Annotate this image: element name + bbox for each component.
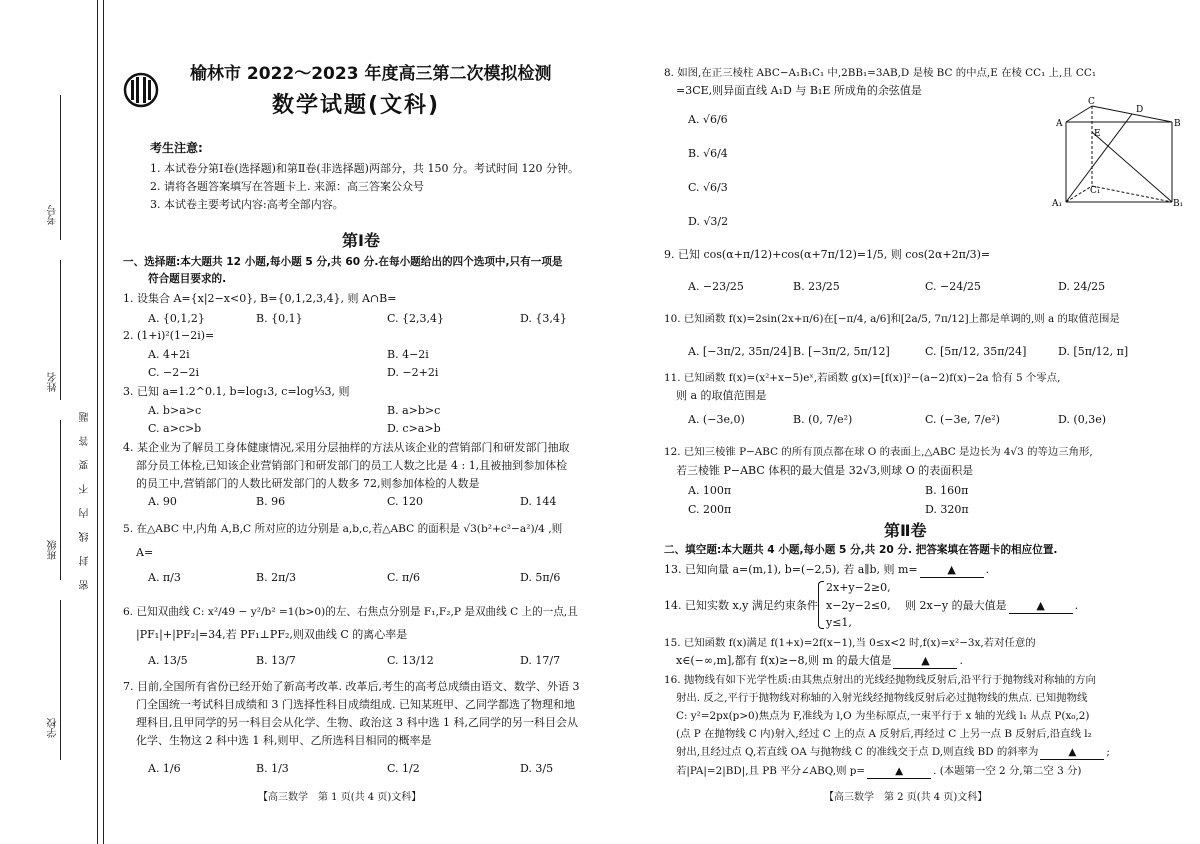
q12-option-a[interactable]: A. 100π (688, 484, 732, 497)
fig-label-b1: B₁ (1173, 199, 1184, 209)
q7-option-a[interactable]: A. 1/6 (148, 762, 181, 775)
page-footer-right: 【高三数学 第 2 页(共 4 页)文科】 (824, 792, 988, 803)
q11-option-c[interactable]: C. (−3e, 7/e²) (925, 413, 1000, 426)
q16-stem-line1: 16. 抛物线有如下光学性质:由其焦点射出的光线经抛物线反射后,沿平行于抛物线对称轴的方向 (664, 674, 1096, 686)
part1-heading-line1: 一、选择题:本大题共 12 小题,每小题 5 分,共 60 分.在每小题给出的四个选项中,只有一项是 (123, 256, 563, 268)
fig-label-e: E (1094, 129, 1101, 139)
q15-stem-line1: 15. 已知函数 f(x)满足 f(1+x)=2f(x−1),当 0≤x<2 时,f(x)=x²−3x,若对任意的 (664, 637, 1036, 649)
fig-label-b: B (1174, 119, 1181, 129)
q13-stem (664, 563, 989, 578)
notice-item-1: 1. 本试卷分第Ⅰ卷(选择题)和第Ⅱ卷(非选择题)两部分，共 150 分。考试时间 120 分钟。 (150, 162, 579, 175)
q5-option-d[interactable]: D. 5π/6 (520, 571, 561, 584)
q16-answer-blank-2[interactable]: ▲ (867, 764, 931, 779)
q2-option-d[interactable]: D. −2+2i (387, 366, 439, 379)
q3-option-d[interactable]: D. c>a>b (387, 422, 441, 435)
q4-stem-line1: 4. 某企业为了解员工身体健康情况,采用分层抽样的方法从该企业的营销部门和研发部门抽取 (123, 441, 570, 454)
q4-option-d[interactable]: D. 144 (520, 495, 557, 508)
q11-option-a[interactable]: A. (−3e,0) (688, 413, 745, 426)
q1-stem: 1. 设集合 A={x|2−x<0}, B={0,1,2,3,4}, 则 A∩B= (123, 292, 397, 305)
q12-option-b[interactable]: B. 160π (925, 484, 969, 497)
q5-stem-line1: 5. 在△ABC 中,内角 A,B,C 所对应的边分别是 a,b,c,若△ABC 的面积是 √3(b²+c²−a²)/4 ,则 (123, 523, 563, 535)
q6-stem-line1: 6. 已知双曲线 C: x²/49 − y²/b² =1(b>0)的左、右焦点分别是 F₁,F₂,P 是双曲线 C 上的一点,且 (123, 606, 578, 618)
q15-answer-blank[interactable]: ▲ (893, 654, 957, 669)
q13-answer-blank[interactable]: ▲ (920, 563, 984, 578)
q2-option-b[interactable]: B. 4−2i (387, 348, 429, 361)
q14-cond2: x−2y−2≤0, (826, 599, 891, 612)
q14-cond3: y≤1, (826, 616, 852, 629)
q16-stem-line6 (676, 764, 1081, 779)
school-label: 学校 (48, 718, 59, 738)
notice-item-3: 3. 本试卷主要考试内容:高考全部内容。 (150, 198, 344, 211)
name-underline (60, 260, 61, 400)
part1-title: 第Ⅰ卷 (342, 231, 380, 250)
q16-stem-line5 (676, 745, 1110, 760)
part2-title: 第Ⅱ卷 (884, 521, 927, 540)
binding-line-inner (103, 0, 104, 844)
q6-option-d[interactable]: D. 17/7 (520, 654, 561, 667)
q3-option-c[interactable]: C. a>c>b (148, 422, 202, 435)
q16-stem-line2: 射出. 反之,平行于抛物线对称轴的入射光线经抛物线反射后必过抛物线的焦点. 已知抛物线 (676, 692, 1088, 704)
fig-label-a: A (1056, 119, 1063, 129)
q6-option-b[interactable]: B. 13/7 (256, 654, 296, 667)
q14-cond1: 2x+y−2≥0, (826, 581, 891, 594)
q14-prefix: 14. 已知实数 x,y 满足约束条件 (664, 599, 818, 612)
q10-option-a[interactable]: A. [−3π/2, 35π/24] (688, 345, 792, 358)
q5-option-c[interactable]: C. π/6 (387, 571, 420, 584)
notice-title: 考生注意: (150, 141, 203, 155)
q7-option-d[interactable]: D. 3/5 (520, 762, 554, 775)
q11-option-d[interactable]: D. (0,3e) (1058, 413, 1107, 426)
q7-stem-line2: 门全国统一考试科目成绩和 3 门选择性科目成绩组成. 已知某班甲、乙同学都选了物理和地 (136, 698, 575, 711)
fig-label-a1: A₁ (1052, 199, 1063, 209)
q4-option-a[interactable]: A. 90 (148, 495, 177, 508)
fig-label-c: C (1088, 97, 1095, 107)
q15-end: . (959, 654, 963, 667)
prism-figure (1052, 96, 1182, 214)
q2-stem: 2. (1+i)²(1−2i)= (123, 329, 215, 342)
q12-stem-line2: 若三棱锥 P−ABC 体积的最大值是 32√3,则球 O 的表面积是 (676, 464, 974, 477)
q10-option-c[interactable]: C. [5π/12, 35π/24] (925, 345, 1027, 358)
q9-option-b[interactable]: B. 23/25 (793, 280, 840, 293)
q16-stem-line3: C: y²=2px(p>0)焦点为 F,准线为 l,O 为坐标原点,一束平行于 x 轴的光线 l₁ 从点 P(x₀,2) (676, 710, 1090, 722)
q12-stem-line1: 12. 已知三棱锥 P−ABC 的所有顶点都在球 O 的表面上,△ABC 是边长为 4√3 的等边三角形, (664, 446, 1093, 458)
q8-option-d[interactable]: D. √3/2 (688, 215, 729, 228)
q4-stem-line2: 部分员工体检,已知该企业营销部门和研发部门的员工人数之比是 4 : 1,且被抽到参加体检 (136, 459, 568, 472)
q4-option-b[interactable]: B. 96 (256, 495, 286, 508)
fig-label-c1: C₁ (1090, 186, 1101, 196)
q13-text: 13. 已知向量 a=(m,1), b=(−2,5), 若 a∥b, 则 m= (664, 563, 918, 576)
q7-stem-line1: 7. 目前,全国所有省份已经开始了新高考改革. 改革后,考生的高考总成绩由语文、数学、外语 3 (123, 680, 580, 693)
q4-option-c[interactable]: C. 120 (387, 495, 424, 508)
q3-stem: 3. 已知 a=1.2^0.1, b=log₁3, c=log⅓3, 则 (123, 385, 350, 398)
class-label: 班级 (48, 540, 59, 560)
q9-option-c[interactable]: C. −24/25 (925, 280, 981, 293)
q2-option-a[interactable]: A. 4+2i (148, 348, 190, 361)
fig-label-d: D (1136, 105, 1144, 115)
q4-stem-line3: 的员工中,营销部门的人数比研发部门的人数多 72,则参加体检的人数是 (136, 477, 480, 490)
school-underline (60, 600, 61, 760)
q6-option-c[interactable]: C. 13/12 (387, 654, 434, 667)
q1-option-a[interactable]: A. {0,1,2} (148, 312, 205, 325)
q16-line5-text: 射出,且经过点 Q,若直线 OA 与抛物线 C 的准线交于点 D,则直线 BD 的斜率为 (676, 746, 1039, 758)
part2-heading: 二、填空题:本大题共 4 小题,每小题 5 分,共 20 分. 把答案填在答题卡的相应位置. (664, 544, 1058, 556)
q16-line6-text: 若|PA|=2|BD|,且 PB 平分∠ABQ,则 p= (676, 765, 866, 777)
q9-stem: 9. 已知 cos(α+π/12)+cos(α+7π/12)=1/5, 则 cos(2α+2π/3)= (664, 248, 991, 261)
exam-title-line2: 数学试题(文科) (272, 93, 441, 118)
q16-line5-end: ; (1106, 746, 1110, 758)
q14-suffix (905, 599, 1078, 614)
q12-option-c[interactable]: C. 200π (688, 503, 732, 516)
q7-option-b[interactable]: B. 1/3 (256, 762, 289, 775)
part1-heading-line2: 符合题目要求的. (148, 273, 227, 285)
q8-stem-line1: 8. 如图,在正三棱柱 ABC−A₁B₁C₁ 中,2BB₁=3AB,D 是棱 BC 的中点,E 在棱 CC₁ 上,且 CC₁ (664, 67, 1097, 79)
q7-stem-line3: 理科目,且甲同学的另一科目会从化学、生物、政治这 3 科中选 1 科,乙同学的另一科目会从 (136, 716, 578, 729)
q3-option-b[interactable]: B. a>b>c (387, 404, 441, 417)
q11-option-b[interactable]: B. (0, 7/e²) (793, 413, 853, 426)
seal-line-text: 密 封 线 内 不 要 答 题 (80, 410, 91, 590)
q6-stem-line2: |PF₁|+|PF₂|=34,若 PF₁⊥PF₂,则双曲线 C 的离心率是 (136, 628, 408, 641)
q9-option-a[interactable]: A. −23/25 (688, 280, 744, 293)
q5-stem-line2: A= (136, 546, 154, 559)
q1-option-d[interactable]: D. {3,4} (520, 312, 567, 325)
page-footer-left: 【高三数学 第 1 页(共 4 页)文科】 (258, 792, 422, 803)
q16-stem-line4: (点 P 在抛物线 C 内)射入,经过 C 上的点 A 反射后,再经过 C 上另一点 B 反射后,沿直线 l₂ (676, 728, 1092, 740)
q1-option-b[interactable]: B. {0,1} (256, 312, 303, 325)
q3-option-a[interactable]: A. b>a>c (148, 404, 202, 417)
q12-option-d[interactable]: D. 320π (925, 503, 969, 516)
school-logo (123, 72, 159, 108)
q11-stem-line2: 则 a 的取值范围是 (676, 389, 767, 402)
q8-option-c[interactable]: C. √6/3 (688, 181, 728, 194)
q15-stem-line2 (676, 654, 963, 669)
q10-option-b[interactable]: B. [−3π/2, 5π/12] (793, 345, 890, 358)
q7-option-c[interactable]: C. 1/2 (387, 762, 420, 775)
class-underline (60, 420, 61, 580)
q2-option-c[interactable]: C. −2−2i (148, 366, 199, 379)
q8-stem-line2: =3CE,则异面直线 A₁D 与 B₁E 所成角的余弦值是 (676, 84, 922, 97)
q8-option-a[interactable]: A. √6/6 (688, 113, 728, 126)
q16-answer-blank-1[interactable]: ▲ (1040, 745, 1104, 760)
q9-option-d[interactable]: D. 24/25 (1058, 280, 1106, 293)
q14-brace (818, 581, 824, 629)
q6-option-a[interactable]: A. 13/5 (148, 654, 188, 667)
q10-option-d[interactable]: D. [5π/12, π] (1058, 345, 1129, 358)
q13-end: . (985, 563, 990, 576)
q7-stem-line4: 化学、生物这 2 科中选 1 科,则甲、乙所选科目相同的概率是 (136, 734, 432, 747)
q8-option-b[interactable]: B. √6/4 (688, 147, 728, 160)
exam-number-label: 考号 (48, 205, 59, 225)
exam-title-line1: 榆林市 2022～2023 年度高三第二次模拟检测 (190, 64, 552, 84)
q14-suffix-text: 则 2x−y 的最大值是 (905, 599, 1007, 612)
q16-line6-end: . (本题第一空 2 分,第二空 3 分) (933, 765, 1082, 777)
q15-line2-text: x∈(−∞,m],都有 f(x)≥−8,则 m 的最大值是 (676, 654, 892, 667)
q1-option-c[interactable]: C. {2,3,4} (387, 312, 445, 325)
q5-option-a[interactable]: A. π/3 (148, 571, 181, 584)
q11-stem-line1: 11. 已知函数 f(x)=(x²+x−5)eˣ,若函数 g(x)=[f(x)]²−(a−2)f(x)−2a 恰有 5 个零点, (664, 372, 1061, 384)
q5-option-b[interactable]: B. 2π/3 (256, 571, 297, 584)
exam-number-underline (60, 95, 61, 240)
name-label: 姓名 (48, 372, 59, 392)
q14-answer-blank[interactable]: ▲ (1009, 599, 1073, 614)
binding-line-outer (97, 0, 98, 844)
notice-item-2: 2. 请将各题答案填写在答题卡上. 来源：高三答案公众号 (150, 180, 424, 193)
q14-end: . (1074, 599, 1079, 612)
q10-stem: 10. 已知函数 f(x)=2sin(2x+π/6)在[−π/4, a/6]和[2a/5, 7π/12]上都是单调的,则 a 的取值范围是 (664, 313, 1120, 325)
